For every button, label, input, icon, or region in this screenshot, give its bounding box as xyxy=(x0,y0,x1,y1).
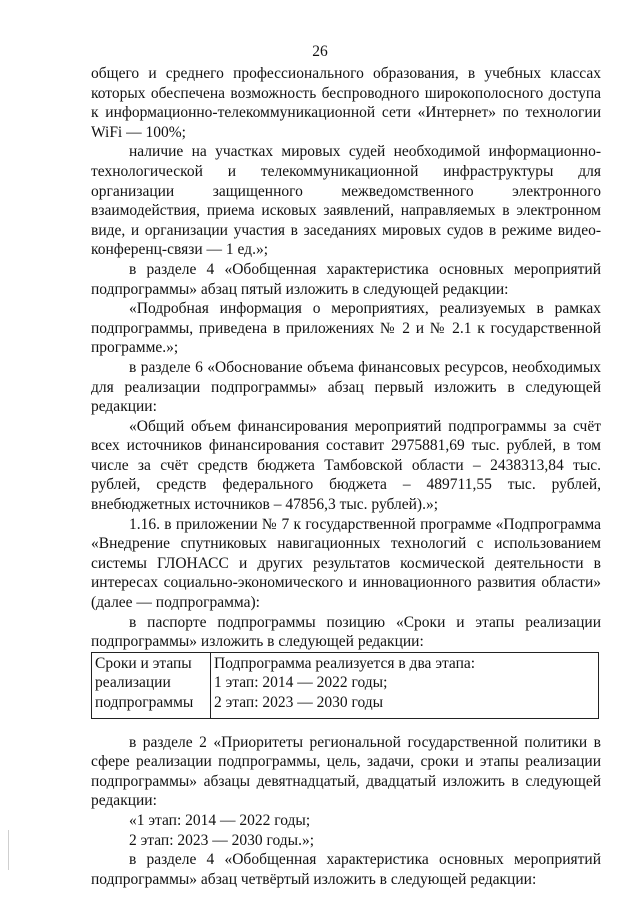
paragraph: в разделе 6 «Обоснование объема финансовых ресурсов, необходимых для реализации подпрограммы» абзац первый изложить в следующей редакции: xyxy=(91,358,601,416)
paragraph: наличие на участках мировых судей необходимой информационно-технологической и телекоммуникационной инфраструктуры для организации защищенного межведомственного электронного взаимодействия, приема исковых заявлений, направляемых в электронном виде, и организации участия в заседаниях мировых судов в режиме видео-конференц-связи — 1 ед.»; xyxy=(91,143,601,259)
table-label-cell xyxy=(92,652,211,718)
scan-margin-mark xyxy=(8,830,9,870)
table-value-line: 2 этап: 2023 — 2030 годы xyxy=(214,694,384,711)
table-value-line: 1 этап: 2014 — 2022 годы; xyxy=(214,674,388,692)
spacer xyxy=(91,719,601,733)
paragraph: «Общий объем финансирования мероприятий подпрограммы за счёт всех источников финансирования составит 2975881,69 тыс. рублей, в том числе за счёт средств бюджета Тамбовской области – 2438313,84 тыс. рублей, средств федерального бюджета – 489711,55 тыс. рублей, внебюджетных источников – 47856,3 тыс. рублей).»; xyxy=(91,417,601,514)
paragraph: 2 этап: 2023 — 2030 годы.»; xyxy=(129,831,315,849)
table-value-line: Подпрограмма реализуется в два этапа: xyxy=(214,654,476,672)
paragraph: «1 этап: 2014 — 2022 годы; xyxy=(129,811,311,829)
paragraph: в разделе 4 «Обобщенная характеристика основных мероприятий подпрограммы» абзац четвёртый изложить в следующей редакции: xyxy=(91,851,601,888)
paragraph: в паспорте подпрограммы позицию «Сроки и этапы реализации подпрограммы» изложить в следующей редакции: xyxy=(91,613,601,651)
table-label-line: подпрограммы xyxy=(95,694,194,711)
table-value-cell xyxy=(211,652,599,718)
document-body xyxy=(91,64,601,889)
table-label-line: реализации xyxy=(95,674,171,692)
timeline-table xyxy=(91,652,599,719)
paragraph: в разделе 2 «Приоритеты региональной государственной политики в сфере реализации подпрограммы, цель, задачи, сроки и этапы реализации подпрограммы» абзацы девятнадцатый, двадцатый изложить в следующей редакции: xyxy=(91,733,601,810)
paragraph: «Подробная информация о мероприятиях, реализуемых в рамках подпрограммы, приведена в приложениях № 2 и № 2.1 к государственной программе.»; xyxy=(91,300,601,357)
table-row xyxy=(92,652,599,718)
page-number: 26 xyxy=(312,43,328,60)
paragraph: общего и среднего профессионального образования, в учебных классах которых обеспечена возможность беспроводного широкополосного доступа к информационно-телекоммуникационной сети «Интернет» по технологии WiFi — 100%; xyxy=(91,65,601,141)
paragraph: в разделе 4 «Обобщенная характеристика основных мероприятий подпрограммы» абзац пятый изложить в следующей редакции: xyxy=(91,260,601,298)
paragraph: 1.16. в приложении № 7 к государственной программе «Подпрограмма «Внедрение спутниковых навигационных технологий с использованием системы ГЛОНАСС и других результатов космической деятельности в интересах социально-экономического и инновационного развития области» (далее — подпрограмма): xyxy=(91,515,601,612)
table-label-line: Сроки и этапы xyxy=(95,654,192,672)
